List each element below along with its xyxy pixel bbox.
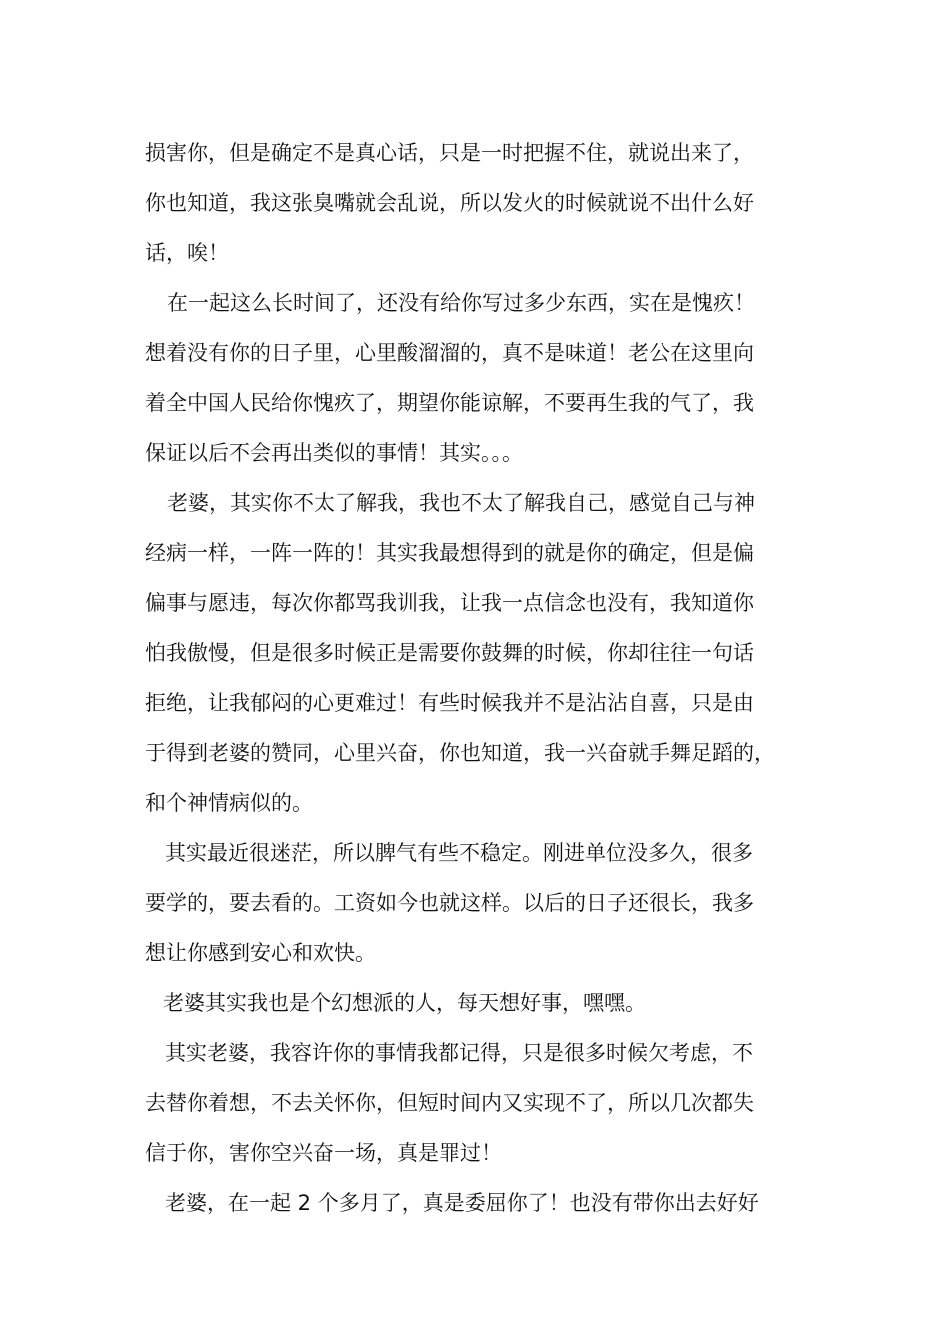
paragraph-start-line: 其实老婆，我容许你的事情我都记得，只是很多时候欠考虑，不 xyxy=(165,1041,753,1065)
text-line: 偏事与愿违，每次你都骂我训我，让我一点信念也没有，我知道你 xyxy=(145,591,754,615)
text-line: 经病一样，一阵一阵的！其实我最想得到的就是你的确定，但是偏 xyxy=(145,541,754,565)
paragraph-start-line: 其实最近很迷茫，所以脾气有些不稳定。刚进单位没多久，很多 xyxy=(165,841,753,865)
paragraph-start-line: 老婆其实我也是个幻想派的人，每天想好事，嘿嘿。 xyxy=(163,991,646,1015)
text-line: 损害你，但是确定不是真心话，只是一时把握不住，就说出来了， xyxy=(145,141,754,165)
text-line: 要学的，要去看的。工资如今也就这样。以后的日子还很长，我多 xyxy=(145,891,754,915)
text-line: 着全中国人民给你愧疚了，期望你能谅解，不要再生我的气了，我 xyxy=(145,391,754,415)
text-line: 怕我傲慢，但是很多时候正是需要你鼓舞的时候，你却往往一句话 xyxy=(145,641,754,665)
text-line: 想着没有你的日子里，心里酸溜溜的，真不是味道！老公在这里向 xyxy=(145,341,754,365)
text-line: 保证以后不会再出类似的事情！其实。。。 xyxy=(145,441,523,465)
text-line: 你也知道，我这张臭嘴就会乱说，所以发火的时候就说不出什么好 xyxy=(145,191,754,215)
text-line: 和个神情病似的。 xyxy=(145,791,313,815)
paragraph-start-line: 老婆，其实你不太了解我，我也不太了解我自己，感觉自己与神 xyxy=(167,491,755,515)
paragraph-start-line: 在一起这么长时间了，还没有给你写过多少东西，实在是愧疚！ xyxy=(167,291,755,315)
text-line: 想让你感到安心和欢快。 xyxy=(145,941,376,965)
text-line: 去替你着想，不去关怀你，但短时间内又实现不了，所以几次都失 xyxy=(145,1091,754,1115)
document-body xyxy=(145,128,825,1228)
paragraph-start-line: 老婆，在一起 2 个多月了，真是委屈你了！也没有带你出去好好 xyxy=(165,1191,759,1215)
text-line: 信于你，害你空兴奋一场，真是罪过！ xyxy=(145,1141,502,1165)
text-line: 拒绝，让我郁闷的心更难过！有些时候我并不是沾沾自喜，只是由 xyxy=(145,691,754,715)
text-line: 于得到老婆的赞同，心里兴奋，你也知道，我一兴奋就手舞足蹈的， xyxy=(145,741,775,765)
text-line: 话，唉！ xyxy=(145,241,229,265)
